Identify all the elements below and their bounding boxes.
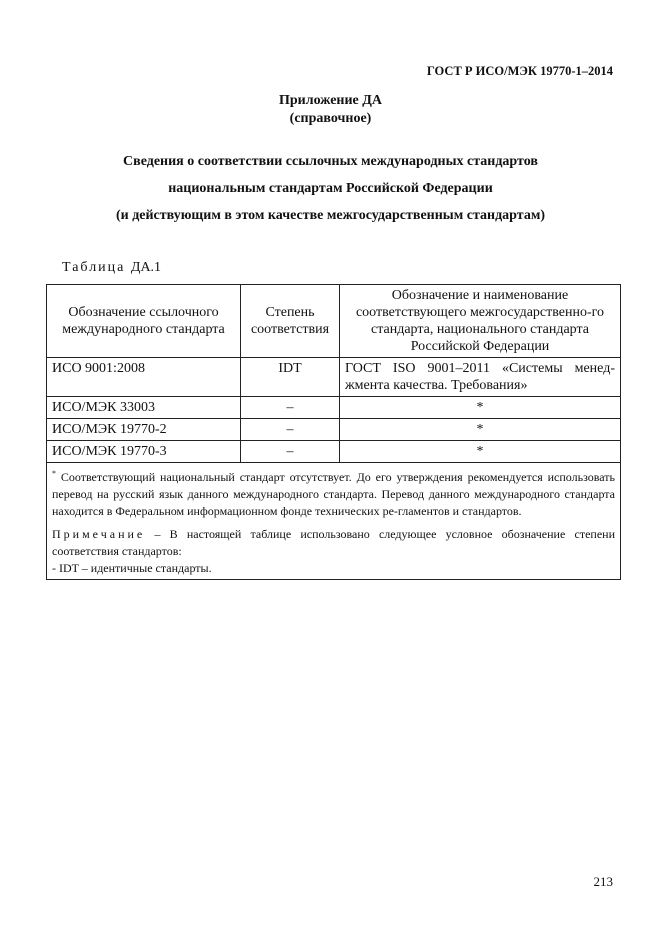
table-caption-number: ДА.1 [130,260,162,275]
table-row [47,441,621,463]
cell-degree: – [241,419,340,441]
correspondence-table [46,284,621,580]
footnote-mark: * [52,469,56,478]
footnote [52,465,615,520]
cell-reference: ИСО/МЭК 19770-3 [47,441,241,463]
cell-degree: IDT [241,358,340,397]
cell-degree: – [241,441,340,463]
heading-line-3: (и действующим в этом качестве межгосударственным стандартам) [115,208,546,223]
page-number: 213 [593,874,613,889]
designation-line-1: ГОСТ ISO 9001–2011 «Системы менед- [345,361,615,376]
table-caption-label: Таблица [62,260,126,275]
header-degree: Степень соответствия [241,285,340,358]
table-row [47,397,621,419]
appendix-heading [0,148,661,229]
cell-designation: * [340,441,621,463]
cell-designation [340,358,621,397]
table-row [47,358,621,397]
appendix-title [0,92,661,128]
header-designation: Обозначение и наименование соответствующего межгосударственно-го стандарта, национального стандарта Российской Федерации [340,285,621,358]
cell-designation: * [340,419,621,441]
cell-reference: ИСО/МЭК 19770-2 [47,419,241,441]
cell-reference: ИСО 9001:2008 [47,358,241,397]
appendix-label: Приложение ДА [278,93,383,108]
cell-reference: ИСО/МЭК 33003 [47,397,241,419]
designation-line-2: жмента качества. Требования» [345,378,528,393]
note [52,526,615,560]
cell-designation: * [340,397,621,419]
heading-line-2: национальным стандартам Российской Федерации [168,181,493,196]
table-caption [62,260,161,276]
note-text: – В настоящей таблице использовано следующее условное обозначение степени соответствия стандартов: [52,527,615,558]
note-item: - IDT – идентичные стандарты. [52,561,212,575]
table-notes [47,463,621,580]
heading-line-1: Сведения о соответствии ссылочных международных стандартов [123,154,538,169]
appendix-subtitle: (справочное) [289,111,372,126]
document-header: ГОСТ Р ИСО/МЭК 19770-1–2014 [426,64,613,78]
header-reference-standard: Обозначение ссылочного международного стандарта [47,285,241,358]
note-label: Примечание [52,527,146,541]
footnote-text: Соответствующий национальный стандарт отсутствует. До его утверждения рекомендуется использовать перевод на русский язык данного международного стандарта. Перевод данного международного стандарта находится в Федеральном информационном фонде технических ре-гламентов и стандартов. [52,470,615,518]
cell-degree: – [241,397,340,419]
table-header-row [47,285,621,358]
table-notes-row [47,463,621,580]
table-row [47,419,621,441]
